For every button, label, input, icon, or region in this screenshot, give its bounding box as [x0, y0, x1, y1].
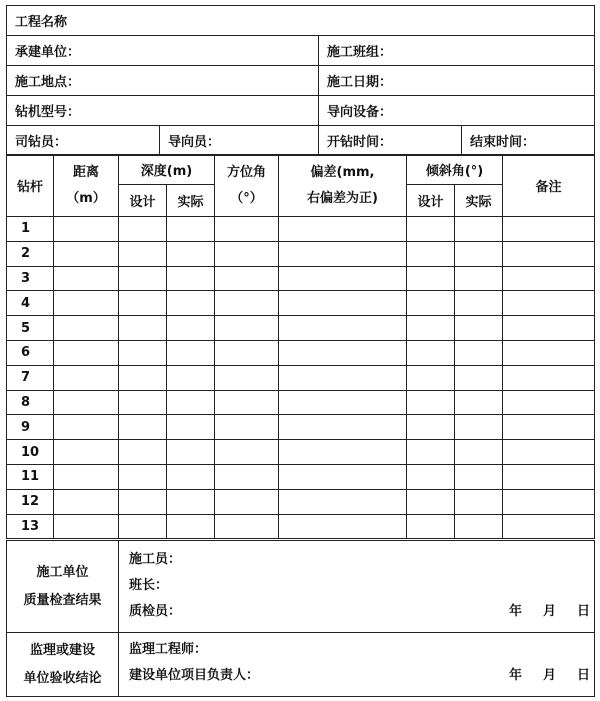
table-row	[7, 340, 595, 365]
table-cell[interactable]	[455, 440, 503, 465]
table-cell[interactable]	[167, 291, 215, 316]
table-cell[interactable]	[167, 266, 215, 291]
table-body	[7, 217, 595, 539]
table-cell[interactable]	[407, 217, 455, 242]
table-cell[interactable]	[119, 440, 167, 465]
table-cell[interactable]	[455, 464, 503, 489]
table-cell[interactable]	[407, 415, 455, 440]
table-cell[interactable]	[455, 489, 503, 514]
table-cell[interactable]	[54, 316, 119, 341]
table-cell[interactable]	[119, 390, 167, 415]
table-cell[interactable]	[215, 514, 279, 539]
table-cell[interactable]	[455, 390, 503, 415]
col-azimuth	[215, 155, 279, 217]
table-row	[7, 266, 595, 291]
supervision-label-line1: 监理或建设	[29, 642, 95, 658]
table-cell[interactable]	[167, 365, 215, 390]
table-cell[interactable]	[167, 217, 215, 242]
col-distance	[54, 155, 119, 217]
construction-unit-label	[7, 541, 119, 633]
table-cell[interactable]	[503, 440, 595, 465]
rod-number: 10	[7, 440, 54, 465]
rig-model-field[interactable]: 钻机型号：	[7, 96, 319, 126]
table-cell[interactable]	[167, 489, 215, 514]
table-cell[interactable]	[215, 217, 279, 242]
table-cell[interactable]	[455, 316, 503, 341]
table-row	[7, 365, 595, 390]
table-cell[interactable]	[54, 241, 119, 266]
end-time-field[interactable]: 结束时间：	[462, 126, 595, 156]
table-row	[7, 415, 595, 440]
foreman-label: 班长：	[129, 578, 169, 593]
table-cell[interactable]	[167, 241, 215, 266]
table-row	[7, 489, 595, 514]
rod-number: 2	[7, 241, 54, 266]
table-cell[interactable]	[54, 291, 119, 316]
table-cell[interactable]	[503, 291, 595, 316]
worker-label: 施工员：	[129, 552, 182, 567]
table-cell[interactable]	[455, 217, 503, 242]
table-cell[interactable]	[407, 440, 455, 465]
table-cell[interactable]	[54, 489, 119, 514]
table-row	[7, 241, 595, 266]
signoff-table	[6, 540, 595, 697]
construction-unit-signoff	[119, 541, 595, 633]
table-cell[interactable]	[503, 241, 595, 266]
table-cell[interactable]	[407, 241, 455, 266]
rod-number: 8	[7, 390, 54, 415]
table-cell[interactable]	[54, 340, 119, 365]
table-cell[interactable]	[119, 241, 167, 266]
col-depth: 深度(m)	[119, 155, 215, 185]
col-distance-unit: （m）	[66, 190, 106, 206]
table-cell[interactable]	[215, 241, 279, 266]
col-azimuth-label: 方位角	[226, 164, 266, 180]
col-deviation	[279, 155, 407, 217]
month-label: 月	[542, 604, 556, 619]
engineer-sign-line[interactable]	[129, 637, 594, 663]
col-distance-label: 距离	[72, 164, 99, 180]
rod-number: 1	[7, 217, 54, 242]
table-cell[interactable]	[119, 291, 167, 316]
year-label: 年	[508, 668, 522, 683]
construction-unit-label-line1: 施工单位	[36, 564, 89, 580]
construction-unit-label-line2: 质量检查结果	[23, 592, 102, 608]
col-deviation-label: 偏差(mm,	[310, 164, 375, 180]
table-cell[interactable]	[215, 340, 279, 365]
table-cell[interactable]	[279, 365, 407, 390]
site-field[interactable]: 施工地点：	[7, 66, 319, 96]
driller-field[interactable]: 司钻员：	[7, 126, 160, 156]
table-row	[7, 440, 595, 465]
crew-field[interactable]: 施工班组：	[319, 36, 595, 66]
table-cell[interactable]	[279, 266, 407, 291]
table-cell[interactable]	[279, 390, 407, 415]
table-cell[interactable]	[279, 440, 407, 465]
table-cell[interactable]	[455, 365, 503, 390]
table-cell[interactable]	[167, 440, 215, 465]
table-cell[interactable]	[54, 440, 119, 465]
table-cell[interactable]	[54, 390, 119, 415]
table-cell[interactable]	[54, 365, 119, 390]
header-table	[6, 5, 595, 156]
rod-number: 3	[7, 266, 54, 291]
table-row	[7, 291, 595, 316]
col-remarks: 备注	[503, 155, 595, 217]
table-cell[interactable]	[503, 365, 595, 390]
table-cell[interactable]	[119, 489, 167, 514]
col-inclination: 倾斜角(°)	[407, 155, 503, 185]
owner-rep-sign-line[interactable]	[129, 663, 594, 689]
table-cell[interactable]	[455, 266, 503, 291]
project-name-field[interactable]: 工程名称	[7, 6, 595, 36]
inspector-label: 质检员：	[129, 604, 182, 619]
start-time-field[interactable]: 开钻时间：	[319, 126, 462, 156]
table-cell[interactable]	[215, 316, 279, 341]
rod-number: 6	[7, 340, 54, 365]
supervision-label	[7, 633, 119, 697]
contractor-field[interactable]: 承建单位：	[7, 36, 319, 66]
engineer-label: 监理工程师：	[129, 642, 208, 657]
table-cell[interactable]	[455, 340, 503, 365]
col-inclination-actual: 实际	[455, 185, 503, 217]
table-cell[interactable]	[119, 217, 167, 242]
table-cell[interactable]	[167, 464, 215, 489]
rod-number: 12	[7, 489, 54, 514]
table-cell[interactable]	[279, 464, 407, 489]
col-depth-actual: 实际	[167, 185, 215, 217]
col-inclination-design: 设计	[407, 185, 455, 217]
acceptance-date[interactable]	[509, 663, 594, 689]
day-label: 日	[576, 668, 590, 683]
col-rod: 钻杆	[7, 155, 54, 217]
table-cell[interactable]	[54, 514, 119, 539]
table-row	[7, 316, 595, 341]
month-label: 月	[542, 668, 556, 683]
table-row	[7, 464, 595, 489]
table-cell[interactable]	[54, 464, 119, 489]
table-cell[interactable]	[215, 489, 279, 514]
table-cell[interactable]	[119, 415, 167, 440]
table-cell[interactable]	[54, 415, 119, 440]
table-cell[interactable]	[407, 390, 455, 415]
table-cell[interactable]	[503, 415, 595, 440]
table-cell[interactable]	[279, 415, 407, 440]
table-cell[interactable]	[279, 217, 407, 242]
worker-sign-line[interactable]	[129, 547, 594, 573]
table-cell[interactable]	[215, 440, 279, 465]
table-cell[interactable]	[54, 217, 119, 242]
table-cell[interactable]	[215, 415, 279, 440]
table-cell[interactable]	[455, 415, 503, 440]
table-cell[interactable]	[167, 316, 215, 341]
day-label: 日	[576, 604, 590, 619]
table-cell[interactable]	[407, 365, 455, 390]
table-cell[interactable]	[167, 415, 215, 440]
inspector-sign-line[interactable]	[129, 599, 594, 625]
table-cell[interactable]	[279, 316, 407, 341]
table-cell[interactable]	[119, 365, 167, 390]
table-cell[interactable]	[215, 266, 279, 291]
table-row	[7, 390, 595, 415]
table-cell[interactable]	[119, 514, 167, 539]
table-cell[interactable]	[119, 464, 167, 489]
table-cell[interactable]	[279, 291, 407, 316]
table-cell[interactable]	[503, 489, 595, 514]
rod-number: 13	[7, 514, 54, 539]
table-cell[interactable]	[279, 514, 407, 539]
table-cell[interactable]	[407, 514, 455, 539]
inspection-date[interactable]	[509, 599, 594, 625]
guide-operator-field[interactable]: 导向员：	[160, 126, 319, 156]
table-cell[interactable]	[119, 340, 167, 365]
supervision-label-line2: 单位验收结论	[23, 670, 102, 686]
table-cell[interactable]	[167, 340, 215, 365]
owner-rep-label: 建设单位项目负责人：	[129, 668, 260, 683]
col-azimuth-unit: （°）	[230, 190, 263, 206]
table-cell[interactable]	[407, 464, 455, 489]
table-cell[interactable]	[503, 217, 595, 242]
supervision-signoff	[119, 633, 595, 697]
rod-number: 5	[7, 316, 54, 341]
rod-number: 9	[7, 415, 54, 440]
rod-number: 11	[7, 464, 54, 489]
table-row	[7, 514, 595, 539]
table-cell[interactable]	[407, 291, 455, 316]
table-cell[interactable]	[407, 316, 455, 341]
table-cell[interactable]	[279, 340, 407, 365]
table-cell[interactable]	[455, 291, 503, 316]
table-cell[interactable]	[215, 464, 279, 489]
col-depth-design: 设计	[119, 185, 167, 217]
table-cell[interactable]	[119, 266, 167, 291]
table-cell[interactable]	[279, 489, 407, 514]
col-deviation-note: 右偏差为正)	[307, 190, 378, 206]
table-cell[interactable]	[503, 390, 595, 415]
foreman-sign-line[interactable]	[129, 573, 594, 599]
table-cell[interactable]	[455, 514, 503, 539]
table-row	[7, 217, 595, 242]
drilling-record-table	[6, 154, 595, 539]
year-label: 年	[508, 604, 522, 619]
table-cell[interactable]	[54, 266, 119, 291]
table-cell[interactable]	[215, 365, 279, 390]
table-cell[interactable]	[167, 514, 215, 539]
rod-number: 4	[7, 291, 54, 316]
table-cell[interactable]	[407, 489, 455, 514]
table-cell[interactable]	[279, 241, 407, 266]
date-field[interactable]: 施工日期：	[319, 66, 595, 96]
table-cell[interactable]	[503, 316, 595, 341]
table-cell[interactable]	[407, 266, 455, 291]
table-cell[interactable]	[119, 316, 167, 341]
table-cell[interactable]	[407, 340, 455, 365]
table-cell[interactable]	[503, 514, 595, 539]
table-cell[interactable]	[455, 241, 503, 266]
rod-number: 7	[7, 365, 54, 390]
table-cell[interactable]	[215, 390, 279, 415]
table-cell[interactable]	[215, 291, 279, 316]
table-cell[interactable]	[503, 266, 595, 291]
table-cell[interactable]	[167, 390, 215, 415]
table-cell[interactable]	[503, 464, 595, 489]
table-cell[interactable]	[503, 340, 595, 365]
guidance-equipment-field[interactable]: 导向设备：	[319, 96, 595, 126]
